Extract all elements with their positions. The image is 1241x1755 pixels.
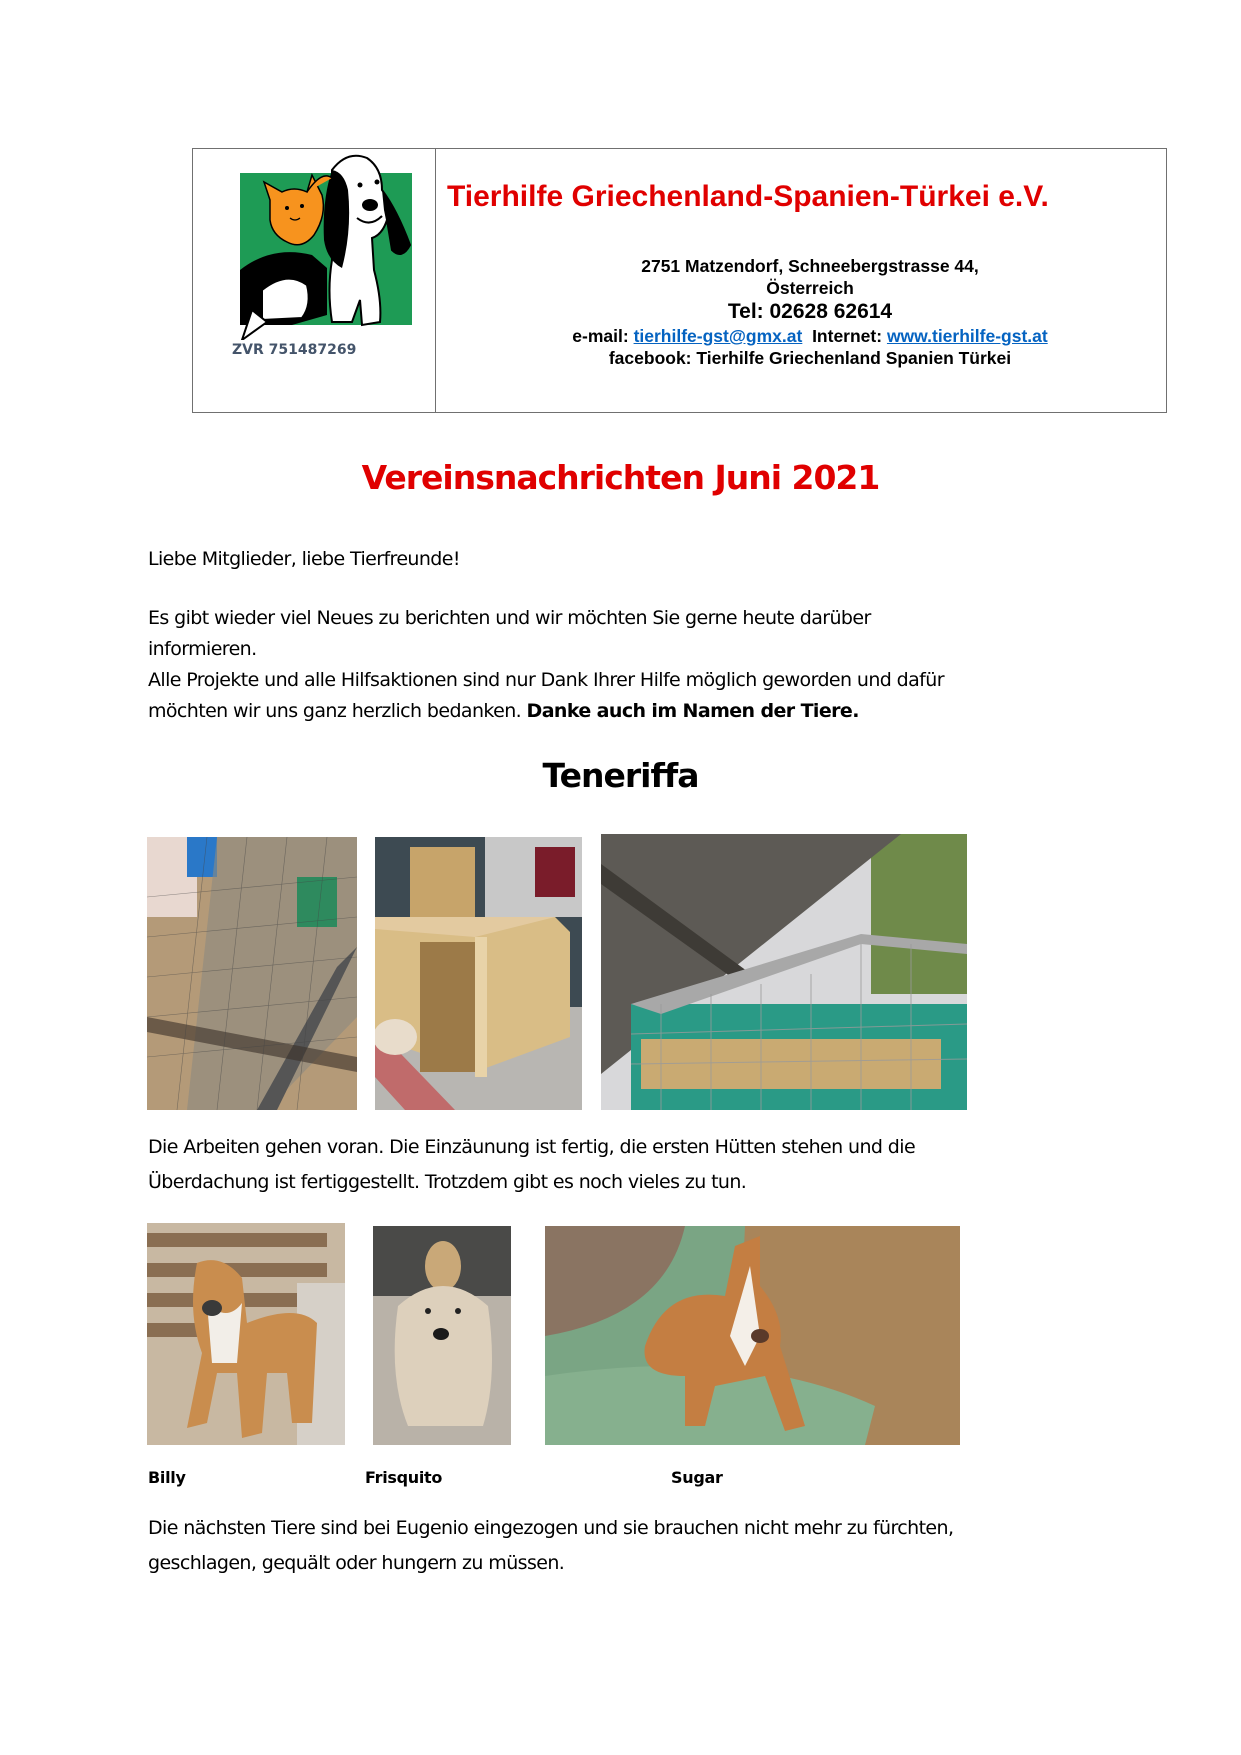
email-label: e-mail:	[572, 326, 634, 346]
caption-billy: Billy	[148, 1468, 186, 1487]
section-heading-teneriffa: Teneriffa	[542, 756, 699, 795]
zvr-number: ZVR 751487269	[232, 342, 357, 358]
thanks-bold: Danke auch im Namen der Tiere.	[526, 700, 859, 722]
photo-billy	[147, 1223, 345, 1445]
caption-sugar: Sugar	[671, 1468, 723, 1487]
email-link[interactable]: tierhilfe-gst@gmx.at	[633, 326, 803, 346]
intro-line-2: informieren.	[148, 638, 257, 660]
thanks-line-1: Alle Projekte und alle Hilfsaktionen sind nur Dank Ihrer Hilfe möglich geworden und dafür	[148, 669, 944, 691]
photo-covered-enclosure	[601, 834, 967, 1110]
website-link[interactable]: www.tierhilfe-gst.at	[886, 326, 1048, 346]
intro-paragraph	[148, 603, 1108, 727]
intro-line-1: Es gibt wieder viel Neues zu berichten und wir möchten Sie gerne heute darüber	[148, 607, 871, 629]
telephone: Tel: 02628 62614	[727, 300, 893, 323]
newsletter-title: Vereinsnachrichten Juni 2021	[361, 458, 880, 497]
closing-line-1: Die nächsten Tiere sind bei Eugenio eingezogen und sie brauchen nicht mehr zu fürchten,	[148, 1517, 954, 1539]
contact-block	[480, 255, 1140, 369]
internet-label: Internet:	[812, 326, 887, 346]
address-country: Österreich	[766, 278, 854, 298]
thanks-text: möchten wir uns ganz herzlich bedanken.	[148, 700, 527, 722]
letterhead-divider	[435, 148, 436, 413]
organization-name: Tierhilfe Griechenland-Spanien-Türkei e.V.	[447, 180, 1049, 213]
facebook-line: facebook: Tierhilfe Griechenland Spanien Türkei	[608, 348, 1012, 368]
closing-paragraph	[148, 1511, 1108, 1581]
photo-sugar	[545, 1226, 960, 1445]
photo-fence	[147, 837, 357, 1110]
caption-frisquito: Frisquito	[365, 1468, 443, 1487]
photo-frisquito	[373, 1226, 511, 1445]
photo-dog-hut	[375, 837, 582, 1110]
org-logo	[232, 150, 425, 340]
address-street: 2751 Matzendorf, Schneebergstrasse 44,	[641, 256, 979, 276]
progress-line-2: Überdachung ist fertiggestellt. Trotzdem gibt es noch vieles zu tun.	[148, 1171, 747, 1193]
progress-paragraph	[148, 1130, 1108, 1200]
greeting: Liebe Mitglieder, liebe Tierfreunde!	[148, 548, 460, 570]
closing-line-2: geschlagen, gequält oder hungern zu müssen.	[148, 1552, 565, 1574]
thanks-line-2	[148, 696, 1108, 727]
email-internet-line	[480, 325, 1140, 347]
progress-line-1: Die Arbeiten gehen voran. Die Einzäunung ist fertig, die ersten Hütten stehen und die	[148, 1136, 916, 1158]
